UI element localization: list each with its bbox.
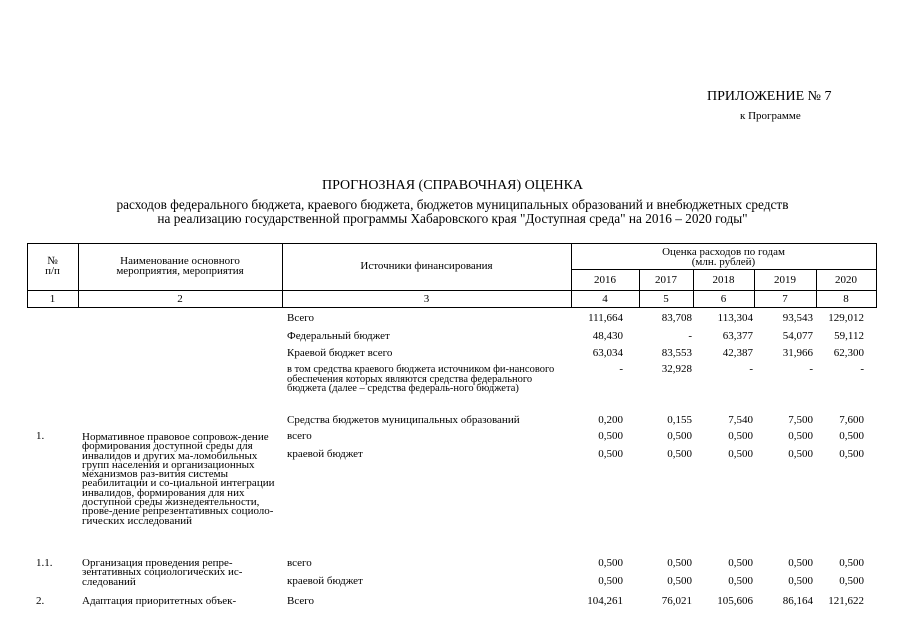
source-label: краевой бюджет: [287, 575, 363, 587]
value-2016: 0,200: [598, 414, 623, 426]
value-2018: 0,500: [728, 575, 753, 587]
value-2020: -: [860, 363, 864, 375]
value-2017: 83,708: [661, 312, 692, 324]
value-2017: 0,500: [667, 448, 692, 460]
col-number-3: 3: [423, 293, 430, 305]
header-no: № п/п: [45, 255, 60, 277]
activity-name: Нормативное правовое сопровож-дение формирования доступной среды для инвалидов и других ма-ломобильных групп населения и организационных механизмов раз-вития системы реабилитации и со-циальной интеграции инвалидов, формирования для них доступной среды жизнедеятельности, прове-дение репрезентативных социоло-гических исследований: [82, 431, 275, 527]
value-2017: 0,155: [667, 414, 692, 426]
header-sources: Источники финансирования: [360, 260, 493, 272]
value-2018: 63,377: [722, 330, 753, 342]
value-2016: 48,430: [592, 330, 623, 342]
source-label: в том средства краевого бюджета источником фи-нансового обеспечения которых являются средства федерального бюджета (далее – средства федераль-ного бюджета): [287, 364, 555, 394]
row-number: 2.: [36, 595, 45, 607]
value-2020: 121,622: [828, 595, 864, 607]
value-2016: 63,034: [592, 347, 623, 359]
col-number-8: 8: [843, 293, 849, 305]
source-label: краевой бюджет: [287, 448, 363, 460]
value-2020: 0,500: [839, 557, 864, 569]
value-2017: 0,500: [667, 575, 692, 587]
col-number-1: 1: [49, 293, 56, 305]
source-label: Средства бюджетов муниципальных образований: [287, 414, 520, 426]
header-name: Наименование основного мероприятия, мероприятия: [116, 255, 244, 277]
header-year-2020: 2020: [835, 274, 857, 286]
value-2016: 0,500: [598, 557, 623, 569]
source-label: Краевой бюджет всего: [287, 347, 393, 359]
value-2019: -: [809, 363, 813, 375]
value-2020: 0,500: [839, 575, 864, 587]
value-2019: 7,500: [788, 414, 813, 426]
source-label: Федеральный бюджет: [287, 330, 390, 342]
col-number-4: 4: [602, 293, 608, 305]
row-number: 1.1.: [36, 557, 53, 569]
value-2018: 7,540: [728, 414, 753, 426]
value-2017: 76,021: [661, 595, 692, 607]
value-2020: 62,300: [833, 347, 864, 359]
value-2020: 0,500: [839, 430, 864, 442]
value-2018: 0,500: [728, 448, 753, 460]
value-2018: 0,500: [728, 557, 753, 569]
value-2020: 129,012: [828, 312, 864, 324]
source-label: всего: [287, 557, 312, 569]
source-label: Всего: [287, 312, 314, 324]
value-2019: 31,966: [782, 347, 813, 359]
value-2019: 0,500: [788, 575, 813, 587]
document-subtitle-line-2: на реализацию государственной программы Хабаровского края "Доступная среда" на 2016 – 2020 годы": [157, 211, 748, 226]
value-2020: 59,112: [834, 330, 864, 342]
value-2019: 86,164: [782, 595, 813, 607]
source-label: всего: [287, 430, 312, 442]
value-2019: 0,500: [788, 557, 813, 569]
col-number-7: 7: [782, 293, 788, 305]
value-2017: -: [688, 330, 692, 342]
value-2019: 0,500: [788, 430, 813, 442]
value-2020: 7,600: [839, 414, 864, 426]
value-2018: 113,304: [717, 312, 753, 324]
row-number: 1.: [36, 430, 45, 442]
value-2019: 54,077: [782, 330, 813, 342]
value-2017: 83,553: [661, 347, 692, 359]
value-2020: 0,500: [839, 448, 864, 460]
document-title: ПРОГНОЗНАЯ (СПРАВОЧНАЯ) ОЦЕНКА: [321, 178, 584, 193]
value-2016: 111,664: [588, 312, 623, 324]
value-2016: 104,261: [587, 595, 623, 607]
col-number-5: 5: [663, 293, 669, 305]
value-2016: -: [619, 363, 623, 375]
header-year-2016: 2016: [594, 274, 616, 286]
header-year-2017: 2017: [655, 274, 677, 286]
appendix-subtitle: к Программе: [740, 110, 801, 122]
header-year-2019: 2019: [774, 274, 796, 286]
value-2017: 32,928: [661, 363, 692, 375]
header-year-2018: 2018: [712, 274, 735, 286]
value-2016: 0,500: [598, 430, 623, 442]
value-2018: -: [749, 363, 753, 375]
source-label: Всего: [287, 595, 314, 607]
header-estimate: Оценка расходов по годам (млн. рублей): [662, 246, 785, 268]
value-2019: 93,543: [782, 312, 813, 324]
value-2018: 105,606: [717, 595, 753, 607]
value-2019: 0,500: [788, 448, 813, 460]
document-subtitle-line-1: расходов федерального бюджета, краевого бюджета, бюджетов муниципальных образований и внебюджетных средств: [116, 197, 789, 212]
value-2018: 42,387: [722, 347, 753, 359]
value-2016: 0,500: [598, 575, 623, 587]
activity-name: Организация проведения репре-зентативных социологических ис-следований: [82, 557, 243, 588]
value-2016: 0,500: [598, 448, 623, 460]
value-2017: 0,500: [667, 557, 692, 569]
col-number-6: 6: [720, 293, 727, 305]
value-2018: 0,500: [728, 430, 753, 442]
appendix-title: ПРИЛОЖЕНИЕ № 7: [707, 89, 832, 104]
activity-name: Адаптация приоритетных объек-: [82, 595, 237, 607]
col-number-2: 2: [177, 293, 183, 305]
value-2017: 0,500: [667, 430, 692, 442]
